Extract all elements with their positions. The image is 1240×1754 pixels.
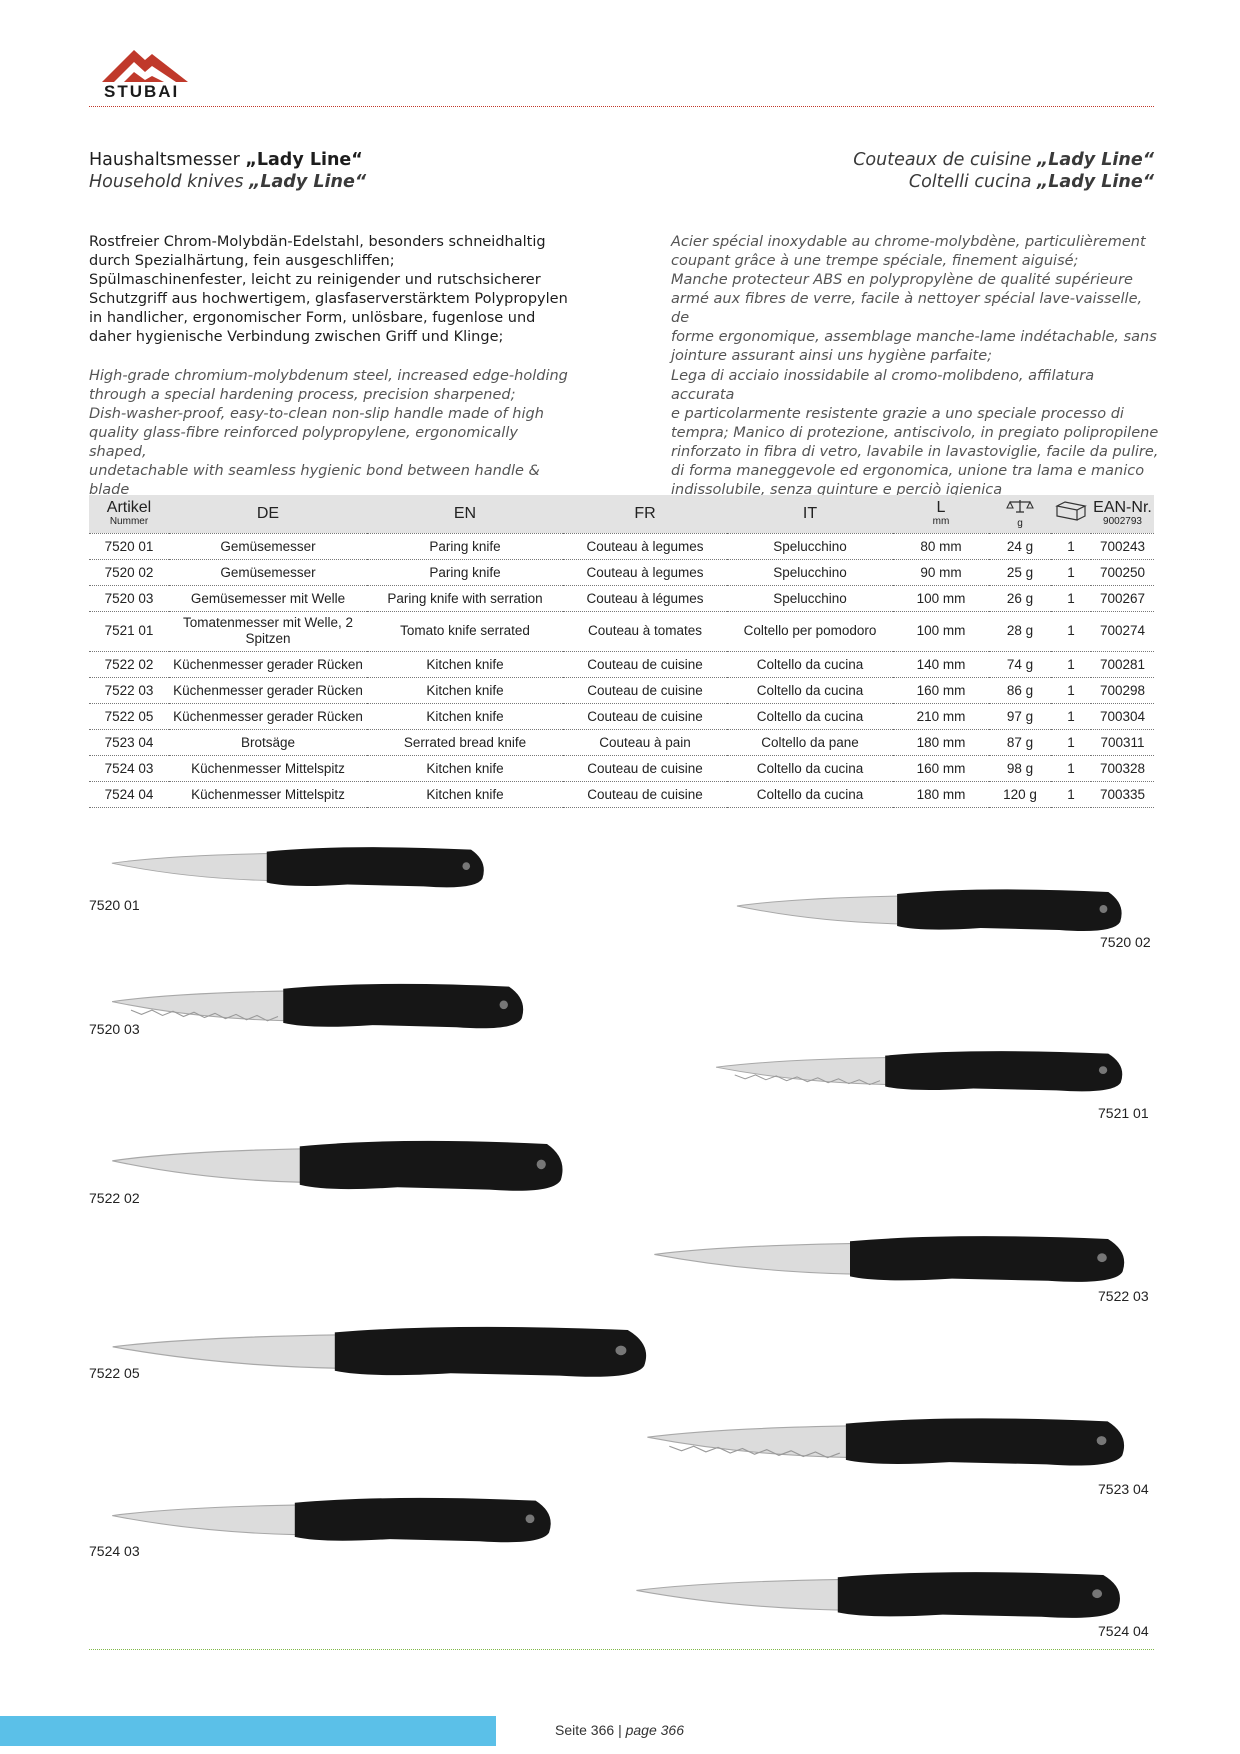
cell-length: 140 mm bbox=[893, 651, 989, 677]
cell-it: Coltello per pomodoro bbox=[727, 611, 893, 651]
cell-ean: 700298 bbox=[1091, 677, 1154, 703]
cell-weight: 87 g bbox=[989, 729, 1051, 755]
cell-en: Kitchen knife bbox=[367, 677, 563, 703]
knife-icon bbox=[110, 1132, 570, 1204]
cell-fr: Couteau de cuisine bbox=[563, 781, 727, 807]
table-row bbox=[89, 755, 1154, 781]
th-en: EN bbox=[453, 504, 477, 522]
cell-article: 7520 01 bbox=[89, 533, 169, 559]
cell-qty: 1 bbox=[1051, 729, 1091, 755]
cell-article: 7520 03 bbox=[89, 585, 169, 611]
knife-icon bbox=[645, 1410, 1132, 1478]
th-length: L mm bbox=[932, 499, 950, 528]
cell-ean: 700274 bbox=[1091, 611, 1154, 651]
cell-de: Tomatenmesser mit Welle, 2 Spitzen bbox=[169, 611, 367, 651]
knife-image-752203 bbox=[652, 1228, 1132, 1294]
cell-article: 7522 05 bbox=[89, 703, 169, 729]
cell-ean: 700335 bbox=[1091, 781, 1154, 807]
cell-fr: Couteau à légumes bbox=[563, 585, 727, 611]
knife-icon bbox=[634, 1564, 1128, 1630]
cell-length: 90 mm bbox=[893, 559, 989, 585]
cell-it: Coltello da cucina bbox=[727, 677, 893, 703]
th-it: IT bbox=[802, 504, 818, 522]
cell-it: Coltello da cucina bbox=[727, 651, 893, 677]
cell-it: Coltello da cucina bbox=[727, 781, 893, 807]
knife-image-752404 bbox=[634, 1564, 1128, 1630]
cell-article: 7524 04 bbox=[89, 781, 169, 807]
knife-image-752001 bbox=[110, 840, 490, 898]
table-row bbox=[89, 533, 1154, 559]
cell-fr: Couteau de cuisine bbox=[563, 703, 727, 729]
cell-it: Coltello da cucina bbox=[727, 755, 893, 781]
knife-image-752304 bbox=[645, 1410, 1132, 1478]
description-en: High-grade chromium-molybdenum steel, increased edge-holding through a special hardening process, precision sharpened; Dish-washer-proof, easy-to-clean non-slip handle made of high quality glass-fibre reinforced polypropylene, ergonomically shaped, undetachable with seamless hygienic bond between handle & blade bbox=[89, 368, 568, 498]
th-ean: EAN-Nr. 9002793 bbox=[1093, 499, 1152, 528]
heading-fr: Couteaux de cuisine „Lady Line“ bbox=[853, 150, 1154, 170]
cell-article: 7521 01 bbox=[89, 611, 169, 651]
cell-qty: 1 bbox=[1051, 755, 1091, 781]
cell-en: Paring knife bbox=[367, 559, 563, 585]
th-weight: g bbox=[989, 495, 1051, 533]
page-number: Seite 366 | page 366 bbox=[555, 1722, 684, 1738]
cell-de: Gemüsemesser bbox=[169, 533, 367, 559]
cell-de: Gemüsemesser mit Welle bbox=[169, 585, 367, 611]
cell-article: 7520 02 bbox=[89, 559, 169, 585]
cell-length: 80 mm bbox=[893, 533, 989, 559]
knife-icon bbox=[110, 976, 530, 1040]
cell-length: 100 mm bbox=[893, 585, 989, 611]
cell-qty: 1 bbox=[1051, 585, 1091, 611]
cell-it: Spelucchino bbox=[727, 533, 893, 559]
cell-length: 180 mm bbox=[893, 729, 989, 755]
brand-name: STUBAI bbox=[104, 82, 180, 101]
knife-image-752002 bbox=[735, 882, 1128, 942]
table-row bbox=[89, 651, 1154, 677]
cell-weight: 74 g bbox=[989, 651, 1051, 677]
cell-length: 180 mm bbox=[893, 781, 989, 807]
cell-fr: Couteau à pain bbox=[563, 729, 727, 755]
cell-ean: 700243 bbox=[1091, 533, 1154, 559]
cell-ean: 700304 bbox=[1091, 703, 1154, 729]
th-fr: FR bbox=[634, 504, 656, 522]
cell-fr: Couteau de cuisine bbox=[563, 755, 727, 781]
cell-ean: 700328 bbox=[1091, 755, 1154, 781]
table-row bbox=[89, 703, 1154, 729]
cell-length: 160 mm bbox=[893, 755, 989, 781]
cell-article: 7524 03 bbox=[89, 755, 169, 781]
cell-fr: Couteau de cuisine bbox=[563, 651, 727, 677]
package-icon bbox=[1055, 500, 1087, 522]
cell-de: Küchenmesser gerader Rücken bbox=[169, 651, 367, 677]
cell-fr: Couteau à tomates bbox=[563, 611, 727, 651]
cell-ean: 700311 bbox=[1091, 729, 1154, 755]
heading-en: Household knives „Lady Line“ bbox=[89, 172, 367, 192]
knife-icon bbox=[735, 882, 1128, 942]
cell-article: 7522 02 bbox=[89, 651, 169, 677]
knife-image-752205 bbox=[110, 1318, 655, 1390]
description-fr: Acier spécial inoxydable au chrome-molybdène, particulièrement coupant grâce à une trempe spéciale, finement aiguisé; Manche protecteur ABS en polypropylène de qualité supérieure armé aux fibres de verre, facile à nettoyer spécial lave-vaisselle, de forme ergonomique, assemblage manche-lame indétachable, sans jointure assurant ainsi uns hygiène parfaite; bbox=[671, 234, 1157, 364]
cell-fr: Couteau de cuisine bbox=[563, 677, 727, 703]
knife-image-752003 bbox=[110, 976, 530, 1040]
cell-ean: 700281 bbox=[1091, 651, 1154, 677]
cell-de: Küchenmesser Mittelspitz bbox=[169, 781, 367, 807]
cell-en: Kitchen knife bbox=[367, 651, 563, 677]
cell-ean: 700267 bbox=[1091, 585, 1154, 611]
knife-icon bbox=[110, 840, 490, 898]
scale-icon bbox=[1006, 498, 1034, 514]
cell-length: 210 mm bbox=[893, 703, 989, 729]
cell-en: Paring knife bbox=[367, 533, 563, 559]
cell-de: Gemüsemesser bbox=[169, 559, 367, 585]
footer-color-bar bbox=[0, 1716, 496, 1746]
table-row bbox=[89, 781, 1154, 807]
bottom-divider bbox=[89, 1649, 1154, 1650]
cell-weight: 86 g bbox=[989, 677, 1051, 703]
cell-article: 7523 04 bbox=[89, 729, 169, 755]
knife-icon bbox=[110, 1490, 558, 1554]
cell-qty: 1 bbox=[1051, 559, 1091, 585]
knife-number: 7523 04 bbox=[1098, 1481, 1149, 1497]
knife-number: 7524 04 bbox=[1098, 1623, 1149, 1639]
knife-number: 7522 03 bbox=[1098, 1288, 1149, 1304]
cell-en: Tomato knife serrated bbox=[367, 611, 563, 651]
table-row bbox=[89, 611, 1154, 651]
cell-fr: Couteau à legumes bbox=[563, 533, 727, 559]
cell-it: Coltello da pane bbox=[727, 729, 893, 755]
cell-weight: 24 g bbox=[989, 533, 1051, 559]
cell-de: Küchenmesser gerader Rücken bbox=[169, 677, 367, 703]
description-it: Lega di acciaio inossidabile al cromo-molibdeno, affilatura accurata e particolarmente resistente grazie a uno speciale processo di tempra; Manico di protezione, antiscivolo, in pregiato polipropilene rinforzato in fibra di vetro, lavabile in lavastoviglie, facile da pulire, di forma maneggevole ed ergonomica, unione tra lama e manico indissolubile, senza guinture e perciò igienica bbox=[671, 368, 1159, 498]
knife-icon bbox=[652, 1228, 1132, 1294]
cell-de: Küchenmesser gerader Rücken bbox=[169, 703, 367, 729]
cell-weight: 28 g bbox=[989, 611, 1051, 651]
cell-length: 160 mm bbox=[893, 677, 989, 703]
cell-qty: 1 bbox=[1051, 703, 1091, 729]
cell-length: 100 mm bbox=[893, 611, 989, 651]
knife-image-752403 bbox=[110, 1490, 558, 1554]
cell-qty: 1 bbox=[1051, 611, 1091, 651]
knife-number: 7520 03 bbox=[89, 1021, 140, 1037]
cell-qty: 1 bbox=[1051, 677, 1091, 703]
knife-number: 7520 02 bbox=[1100, 934, 1151, 950]
table-header-row bbox=[89, 495, 1154, 533]
top-divider bbox=[89, 106, 1154, 107]
cell-qty: 1 bbox=[1051, 651, 1091, 677]
cell-article: 7522 03 bbox=[89, 677, 169, 703]
knife-number: 7521 01 bbox=[1098, 1105, 1149, 1121]
knife-number: 7522 02 bbox=[89, 1190, 140, 1206]
knife-number: 7522 05 bbox=[89, 1365, 140, 1381]
th-de: DE bbox=[256, 504, 280, 522]
cell-it: Coltello da cucina bbox=[727, 703, 893, 729]
cell-weight: 26 g bbox=[989, 585, 1051, 611]
knife-icon bbox=[110, 1318, 655, 1390]
heading-de: Haushaltsmesser „Lady Line“ bbox=[89, 150, 363, 170]
knife-number: 7524 03 bbox=[89, 1543, 140, 1559]
cell-en: Paring knife with serration bbox=[367, 585, 563, 611]
knife-image-752202 bbox=[110, 1132, 570, 1204]
cell-de: Küchenmesser Mittelspitz bbox=[169, 755, 367, 781]
table-row bbox=[89, 585, 1154, 611]
cell-fr: Couteau à legumes bbox=[563, 559, 727, 585]
cell-en: Serrated bread knife bbox=[367, 729, 563, 755]
cell-ean: 700250 bbox=[1091, 559, 1154, 585]
cell-weight: 120 g bbox=[989, 781, 1051, 807]
cell-weight: 25 g bbox=[989, 559, 1051, 585]
table-row bbox=[89, 677, 1154, 703]
description-de: Rostfreier Chrom-Molybdän-Edelstahl, besonders schneidhaltig durch Spezialhärtung, fein ausgeschliffen; Spülmaschinenfester, leicht zu reinigender und rutschsicherer Schutzgriff aus hochwertigem, glasfaserverstärktem Polypropylen in handlicher, ergonomischer Form, unlösbare, fugenlose und daher hygienische Verbindung zwischen Griff und Klinge; bbox=[89, 234, 568, 345]
cell-it: Spelucchino bbox=[727, 585, 893, 611]
cell-it: Spelucchino bbox=[727, 559, 893, 585]
cell-qty: 1 bbox=[1051, 533, 1091, 559]
knife-icon bbox=[714, 1044, 1129, 1102]
heading-it: Coltelli cucina „Lady Line“ bbox=[908, 172, 1154, 192]
th-package bbox=[1051, 495, 1091, 533]
cell-qty: 1 bbox=[1051, 781, 1091, 807]
cell-weight: 97 g bbox=[989, 703, 1051, 729]
cell-en: Kitchen knife bbox=[367, 755, 563, 781]
table-row bbox=[89, 559, 1154, 585]
cell-en: Kitchen knife bbox=[367, 781, 563, 807]
cell-de: Brotsäge bbox=[169, 729, 367, 755]
table-row bbox=[89, 729, 1154, 755]
cell-weight: 98 g bbox=[989, 755, 1051, 781]
cell-en: Kitchen knife bbox=[367, 703, 563, 729]
knife-number: 7520 01 bbox=[89, 897, 140, 913]
knife-image-752101 bbox=[714, 1044, 1129, 1102]
product-table bbox=[89, 495, 1154, 808]
th-article: Artikel Nummer bbox=[106, 499, 152, 528]
